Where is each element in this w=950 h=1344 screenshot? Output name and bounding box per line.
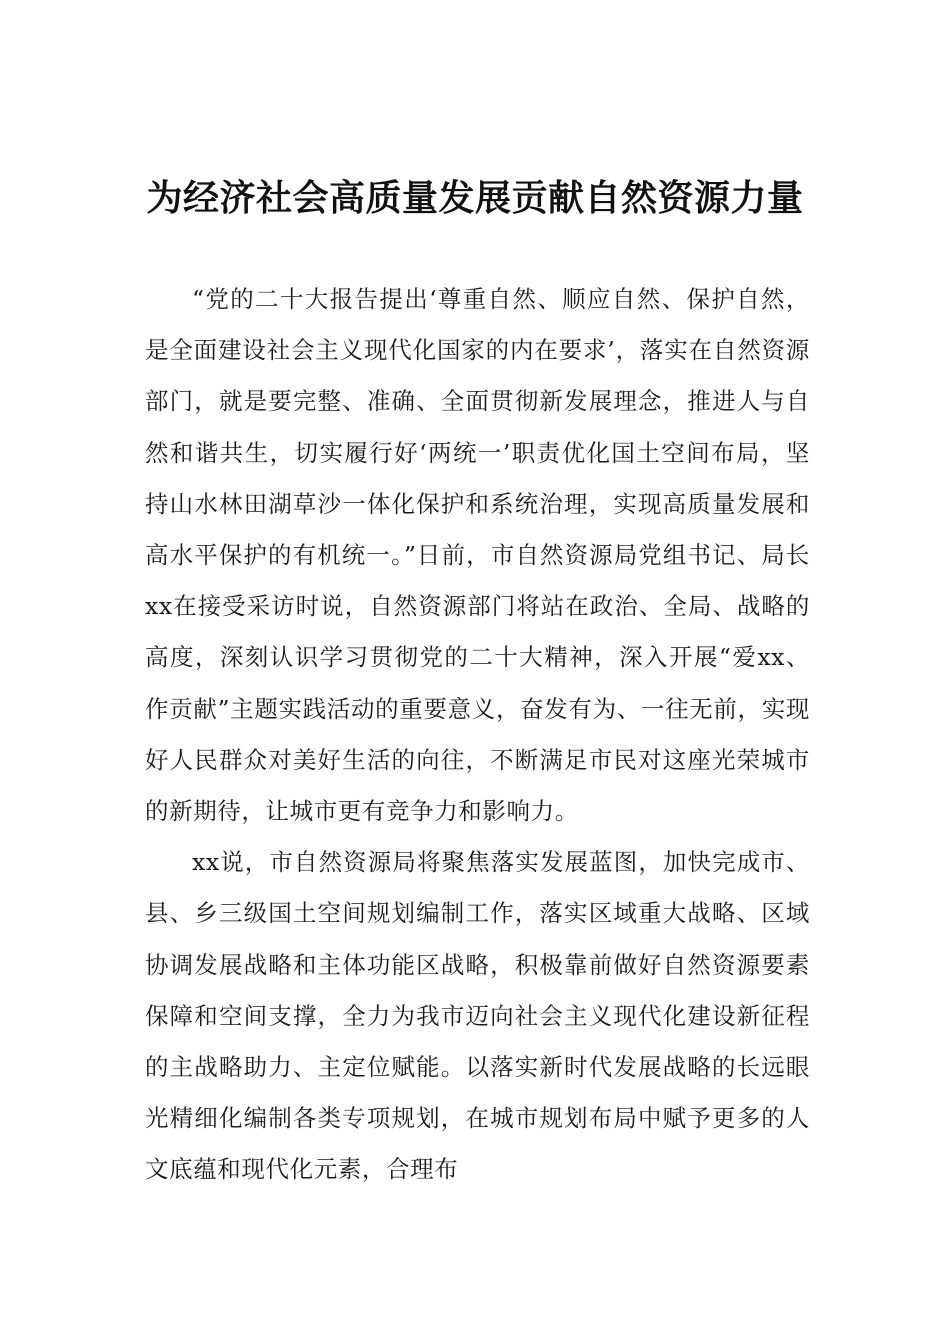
paragraph-2: xx说，市自然资源局将聚焦落实发展蓝图，加快完成市、县、乡三级国土空间规划编制工作，落实区域重大战略、区域协调发展战略和主体功能区战略，积极靠前做好自然资源要素保障和空间支撑，全力为我市迈向社会主义现代化建设新征程的主战略助力、主定位赋能。以落实新时代发展战略的长远眼光精细化编制各类专项规划，在城市规划布局中赋予更多的人文底蕴和现代化元素，合理布: [145, 848, 810, 1184]
paragraph-1: “党的二十大报告提出‘尊重自然、顺应自然、保护自然，是全面建设社会主义现代化国家的内在要求’，落实在自然资源部门，就是要完整、准确、全面贯彻新发展理念，推进人与自然和谐共生，切实履行好‘两统一’职责优化国土空间布局，坚持山水林田湖草沙一体化保护和系统治理，实现高质量发展和高水平保护的有机统一。”日前，市自然资源局党组书记、局长xx在接受采访时说，自然资源部门将站在政治、全局、战略的高度，深刻认识学习贯彻党的二十大精神，深入开展“爱xx、作贡献”主题实践活动的重要意义，奋发有为、一往无前，实现好人民群众对美好生活的向往，不断满足市民对这座光荣城市的新期待，让城市更有竞争力和影响力。: [145, 285, 810, 826]
document-title: 为经济社会高质量发展贡献自然资源力量: [146, 177, 804, 219]
document-body: [145, 274, 810, 1196]
